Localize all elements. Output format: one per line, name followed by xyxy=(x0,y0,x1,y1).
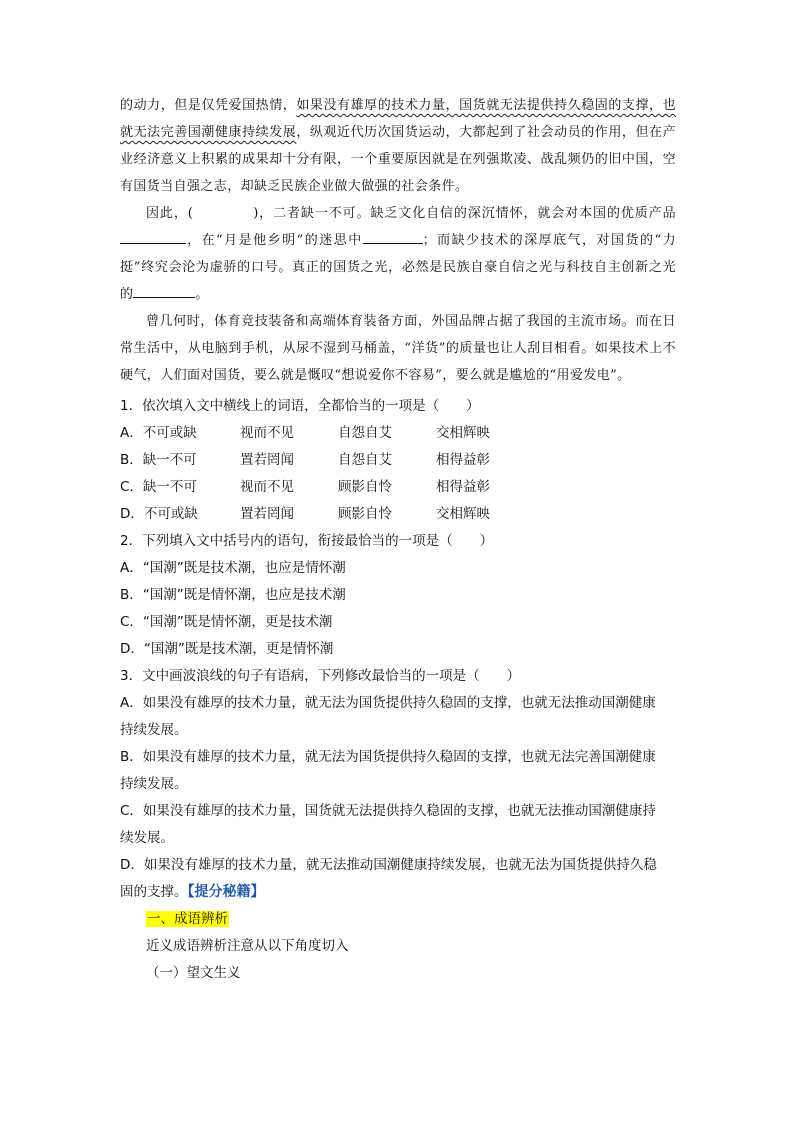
q1-a-3: 自怨自艾 xyxy=(338,425,392,441)
q3-option-c-line1: C．如果没有雄厚的技术力量，国货就无法提供持久稳固的支撑，也就无法推动国潮健康持 xyxy=(120,803,656,819)
q1-a-2: 视而不见 xyxy=(240,425,294,441)
q2-option-b: B．“国潮”既是情怀潮，也应是技术潮 xyxy=(120,587,346,603)
passage-paragraph-1 xyxy=(120,92,676,200)
q3-option-d-line2 xyxy=(120,879,676,906)
question-3-stem: 3．文中画波浪线的句子有语病，下列修改最恰当的一项是（ ） xyxy=(120,668,521,684)
p1-rest: ，纵观近代历次国货运动，大都起到了社会动员的作用，但在产业经济意义上积累的成果却十分有限，一个重要原因就是在列强欺凌、战乱频仍的旧中国，空有国货当自强之志，却缺乏民族企业做大做强的社会条件。 xyxy=(120,125,676,194)
passage-paragraph-3: 曾几何时，体育竞技装备和高端体育装备方面，外国品牌占据了我国的主流市场。而在日常生活中，从电脑到手机，从尿不湿到马桶盖，“洋货”的质量也让人刮目相看。如果技术上不硬气，人们面对国货，要么就是慨叹“想说爱你不容易”，要么就是尴尬的“用爱发电”。 xyxy=(120,314,676,383)
q1-b-2: 置若罔闻 xyxy=(240,452,294,468)
wavy-underlined-sentence: 如果没有雄厚的技术力量，国货就无法提供持久稳固的支撑，也就无法完善国潮健康持续发展 xyxy=(120,98,676,140)
q3-option-a-line1: A．如果没有雄厚的技术力量，就无法为国货提供持久稳固的支撑，也就无法推动国潮健康 xyxy=(120,695,656,711)
p2-c: ，在“月是他乡明”的迷思中 xyxy=(186,233,363,248)
question-1-stem: 1．依次填入文中横线上的词语，全都恰当的一项是（ ） xyxy=(120,398,480,414)
question-2-stem: 2．下列填入文中括号内的语句，衔接最恰当的一项是（ ） xyxy=(120,533,494,549)
q1-b-3: 自怨自艾 xyxy=(338,452,392,468)
q1-d-4: 交相辉映 xyxy=(436,506,490,522)
q1-option-a xyxy=(120,420,676,447)
p2-b: )，二者缺一不可。缺乏文化自信的深沉情怀，就会对本国的优质产品 xyxy=(253,206,676,221)
q1-a-label: A．不可或缺 xyxy=(120,425,197,441)
tips-section xyxy=(120,906,676,987)
q3-option-a-line2: 持续发展。 xyxy=(120,722,188,738)
blank-3 xyxy=(133,281,195,298)
blank-1 xyxy=(120,227,186,244)
q3-option-d-end: 固的支撑。 xyxy=(120,884,188,900)
q1-b-4: 相得益彰 xyxy=(436,452,490,468)
q1-c-2: 视而不见 xyxy=(240,479,294,495)
q2-option-c: C．“国潮”既是情怀潮，更是技术潮 xyxy=(120,614,333,630)
p2-e: 。 xyxy=(195,287,209,302)
q1-c-4: 相得益彰 xyxy=(436,479,490,495)
tips-heading-row xyxy=(120,906,676,933)
q1-b-label: B．缺一不可 xyxy=(120,452,197,468)
q1-option-c xyxy=(120,474,676,501)
tip-section-title: 【提分秘籍】 xyxy=(187,884,265,900)
question-1 xyxy=(120,393,676,906)
q3-option-d-line1: D．如果没有雄厚的技术力量，就无法推动国潮健康持续发展，也就无法为国货提供持久稳 xyxy=(120,857,657,873)
q1-c-label: C．缺一不可 xyxy=(120,479,197,495)
tips-subheading-1: （一）望文生义 xyxy=(146,965,241,981)
q1-a-4: 交相辉映 xyxy=(436,425,490,441)
q2-option-a: A．“国潮”既是技术潮，也应是情怀潮 xyxy=(120,560,346,576)
q1-d-3: 顾影自怜 xyxy=(338,506,392,522)
idiom-analysis-heading: 一、成语辨析 xyxy=(147,911,228,927)
p2-a: 因此，( xyxy=(146,206,194,221)
q1-d-label: D．不可或缺 xyxy=(120,506,198,522)
p1-start: 的动力，但是仅凭爱国热情， xyxy=(120,98,297,113)
tips-intro: 近义成语辨析注意从以下角度切入 xyxy=(146,938,349,954)
passage-paragraph-2 xyxy=(120,200,676,308)
q1-d-2: 置若罔闻 xyxy=(240,506,294,522)
q1-c-3: 顾影自怜 xyxy=(338,479,392,495)
q3-option-c-line2: 续发展。 xyxy=(120,830,174,846)
q1-option-d xyxy=(120,501,676,528)
q3-option-b-line1: B．如果没有雄厚的技术力量，就无法为国货提供持久稳固的支撑，也就无法完善国潮健康 xyxy=(120,749,656,765)
q2-option-d: D．“国潮”既是技术潮，更是情怀潮 xyxy=(120,641,334,657)
p2-d: ；而缺少技术的深厚底气，对国货的“力挺”终究会沦为虚骄的口号。真正的国货之光，必然是民族自豪自信之光与科技自主创新之光的 xyxy=(120,233,676,302)
q1-option-b xyxy=(120,447,676,474)
page-content xyxy=(120,92,676,987)
reading-passage xyxy=(120,92,676,389)
q3-option-b-line2: 持续发展。 xyxy=(120,776,188,792)
blank-2 xyxy=(363,227,423,244)
